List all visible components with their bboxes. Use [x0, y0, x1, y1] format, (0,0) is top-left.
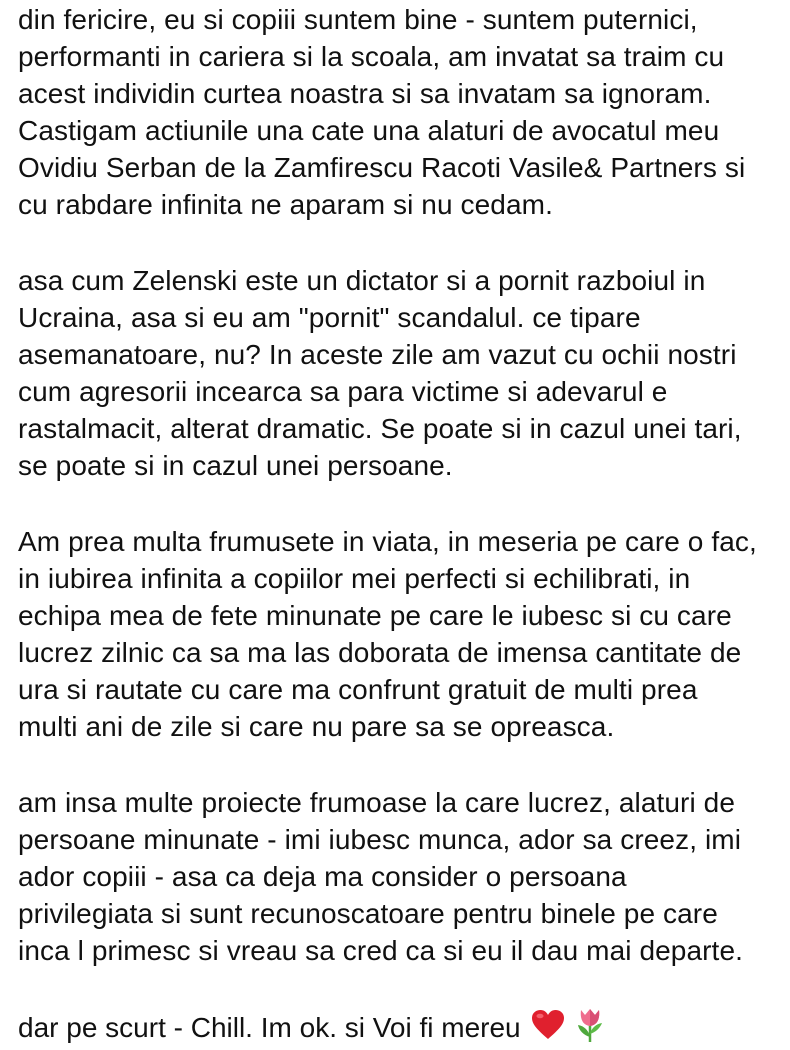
text-line: lucrez zilnic ca sa ma las doborata de imensa cantitate de [18, 637, 742, 668]
text-line: din fericire, eu si copiii suntem bine - suntem puternici, [18, 4, 698, 35]
paragraph-1 [18, 1, 788, 223]
text-line: rastalmacit, alterat dramatic. Se poate si in cazul unei tari, [18, 413, 742, 444]
heart-icon [531, 1009, 565, 1048]
text-line: acest individin curtea noastra si sa invatam sa ignoram. [18, 78, 712, 109]
text-line: echipa mea de fete minunate pe care le iubesc si cu care [18, 600, 732, 631]
text-line: Castigam actiunile una cate una alaturi de avocatul meu [18, 115, 720, 146]
closing-text: dar pe scurt - Chill. Im ok. si Voi fi mereu [18, 1012, 521, 1043]
text-line: inca l primesc si vreau sa cred ca si eu il dau mai departe. [18, 935, 743, 966]
text-line: ador copiii - asa ca deja ma consider o persoana [18, 861, 627, 892]
text-line: am insa multe proiecte frumoase la care lucrez, alaturi de [18, 787, 736, 818]
text-line: performanti in cariera si la scoala, am invatat sa traim cu [18, 41, 725, 72]
text-line: cu rabdare infinita ne aparam si nu cedam. [18, 189, 553, 220]
text-line: cum agresorii incearca sa para victime si adevarul e [18, 376, 668, 407]
text-line: multi ani de zile si care nu pare sa se opreasca. [18, 711, 615, 742]
text-line: privilegiata si sunt recunoscatoare pentru binele pe care [18, 898, 718, 929]
text-line: asemanatoare, nu? In aceste zile am vazut cu ochii nostri [18, 339, 737, 370]
text-line: Ucraina, asa si eu am "pornit" scandalul. ce tipare [18, 302, 641, 333]
text-line: Am prea multa frumusete in viata, in meseria pe care o fac, [18, 526, 757, 557]
post-body [18, 0, 788, 1048]
text-line: asa cum Zelenski este un dictator si a pornit razboiul in [18, 265, 706, 296]
closing-line [18, 1008, 788, 1048]
text-line: se poate si in cazul unei persoane. [18, 450, 453, 481]
tulip-icon [575, 1007, 605, 1050]
paragraph-2 [18, 262, 788, 484]
text-line: Ovidiu Serban de la Zamfirescu Racoti Vasile& Partners si [18, 152, 746, 183]
text-line: ura si rautate cu care ma confrunt gratuit de multi prea [18, 674, 698, 705]
paragraph-3 [18, 523, 788, 745]
text-line: in iubirea infinita a copiilor mei perfecti si echilibrati, in [18, 563, 691, 594]
text-line: persoane minunate - imi iubesc munca, ador sa creez, imi [18, 824, 742, 855]
paragraph-4 [18, 784, 788, 969]
